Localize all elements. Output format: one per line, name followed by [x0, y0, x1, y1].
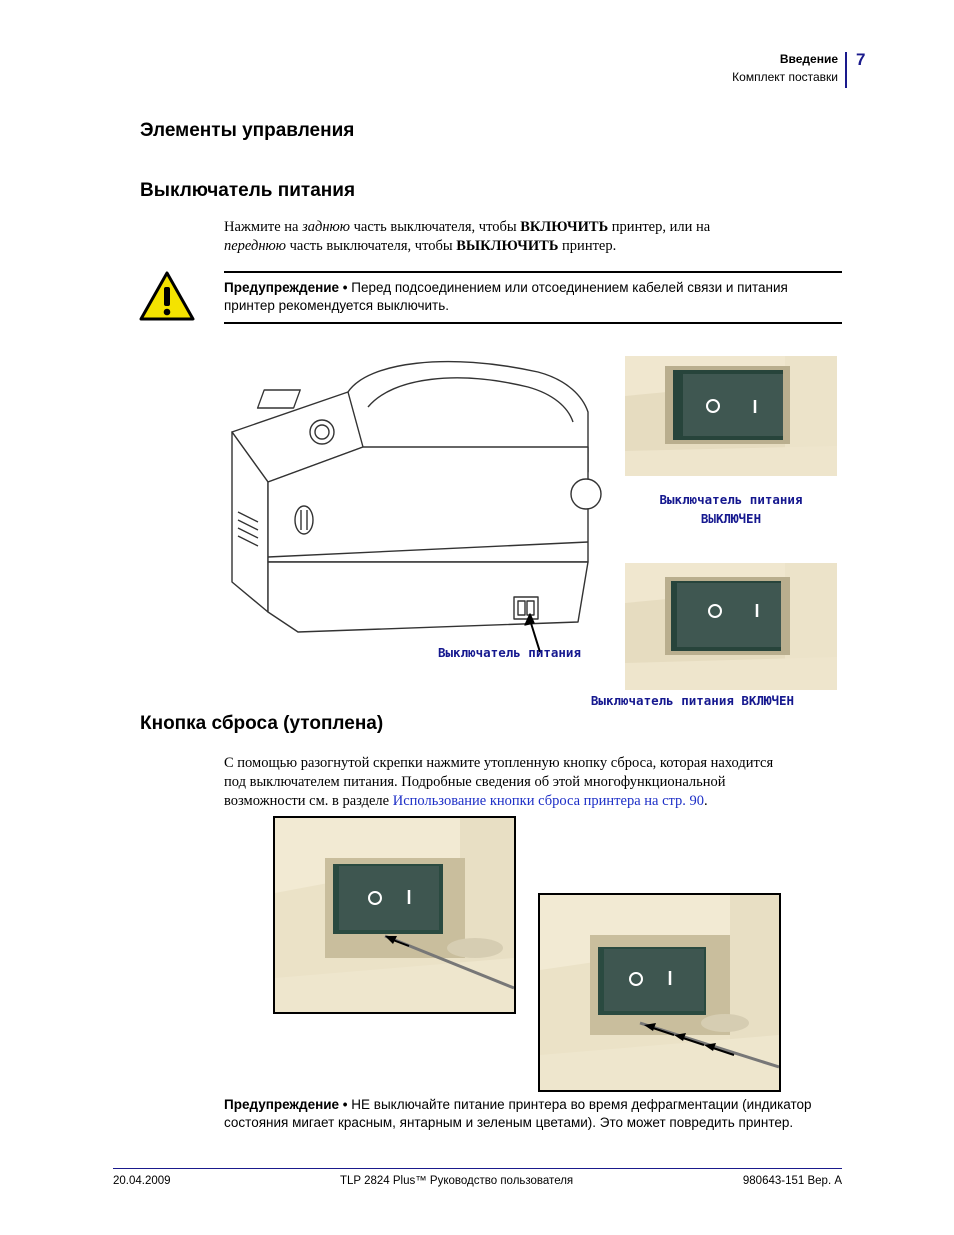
reset-paragraph: С помощью разогнутой скрепки нажмите утопленную кнопку сброса, которая находится под выключателем питания. Подробные сведения об этой многофункциональной возможности см. в разделе Использование кнопки сброса принтера на стр. 90. [224, 755, 774, 809]
caption-printer-switch: Выключатель питания [438, 645, 581, 660]
warning-power: Предупреждение • Перед подсоединением или отсоединением кабелей связи и питания принтер рекомендуется выключить. [224, 280, 788, 313]
caption-switch-off: Выключатель питания ВЫКЛЮЧЕН [659, 492, 803, 526]
reset-button-link[interactable]: Использование кнопки сброса принтера на стр. 90 [392, 793, 705, 809]
warning-triangle-icon [138, 270, 196, 327]
footer-title: TLP 2824 Plus™ Руководство пользователя [340, 1175, 574, 1187]
footer-date: 20.04.2009 [113, 1175, 171, 1187]
caption-switch-on: Выключатель питания ВКЛЮЧЕН [590, 693, 795, 708]
header-divider [845, 52, 847, 88]
page-number: 7 [856, 50, 866, 69]
footer-rule [113, 1168, 842, 1169]
heading-power-switch: Выключатель питания [140, 180, 356, 201]
switch-on-photo [625, 563, 837, 690]
warning-defrag: Предупреждение • НЕ выключайте питание принтера во время дефрагментации (индикатор состояния мигает красным, янтарным и зеленым цветами). Это может повредить принтер. [224, 1097, 812, 1130]
switch-off-photo [625, 356, 837, 476]
warning-rule-top [224, 271, 842, 273]
reset-photo-side [538, 893, 781, 1092]
heading-reset-button: Кнопка сброса (утоплена) [140, 713, 384, 734]
reset-photo-front [273, 816, 516, 1014]
running-header-subsection: Комплект поставки [732, 70, 838, 84]
warning-rule-bottom [224, 322, 842, 324]
running-header-section: Введение [779, 52, 838, 66]
footer-doc-id: 980643-151 Вер. A [742, 1175, 842, 1187]
heading-controls: Элементы управления [140, 120, 355, 141]
power-switch-paragraph: Нажмите на заднюю часть выключателя, чтобы ВКЛЮЧИТЬ принтер, или на переднюю часть выключателя, чтобы ВЫКЛЮЧИТЬ принтер. [224, 219, 711, 254]
printer-illustration [218, 352, 618, 657]
